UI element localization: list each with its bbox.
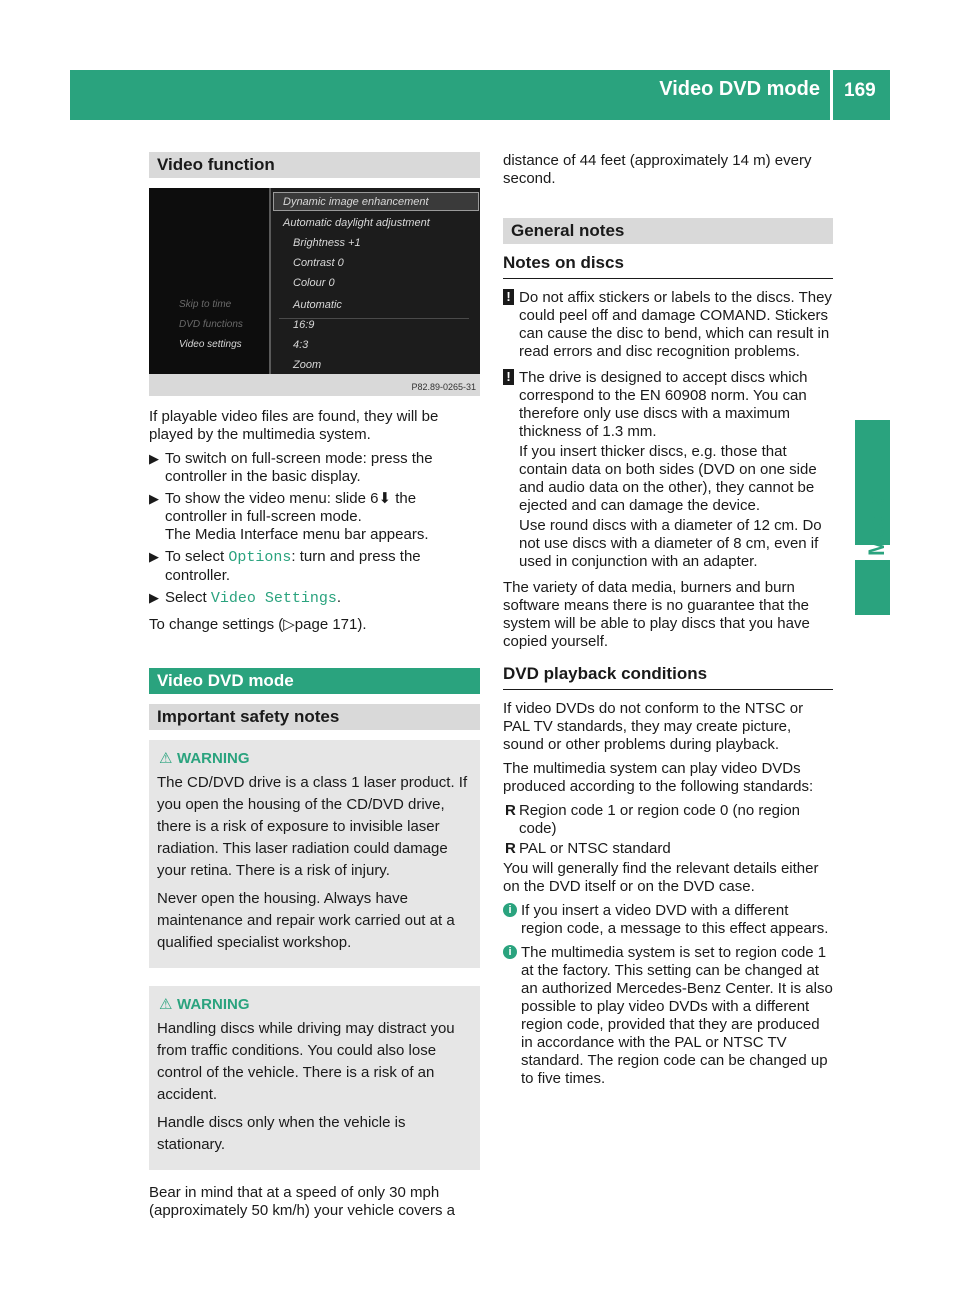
- step-item: [149, 490, 480, 544]
- step-arrow-icon: ▶: [149, 549, 159, 564]
- info-icon: i: [503, 903, 517, 917]
- step-item: [149, 548, 480, 585]
- step-text: The Media Interface menu bar appears.: [165, 526, 429, 543]
- screen-divider: [269, 188, 271, 374]
- page-reference-link[interactable]: page 171: [294, 616, 358, 633]
- chapter-title: Video DVD mode: [659, 78, 820, 100]
- change-settings-prefix: To change settings (: [149, 616, 284, 633]
- side-tab-label: [858, 460, 888, 560]
- caution-note: [503, 369, 833, 571]
- side-tab-text: Media: [864, 493, 889, 556]
- warning-box: [149, 986, 480, 1170]
- info-text: If you insert a video DVD with a different region code, a message to this effect appears.: [521, 902, 829, 937]
- variety-text: The variety of data media, burners and burn software means there is no guarantee that the system will be able to play discs that you have copied yourself.: [503, 579, 810, 650]
- screen-left-item-selected: Video settings: [179, 339, 242, 350]
- intro-text: If playable video files are found, they will be played by the multimedia system.: [149, 408, 439, 443]
- screen-left-item: DVD functions: [179, 319, 243, 330]
- list-item-text: PAL or NTSC standard: [519, 840, 671, 857]
- warning-triangle-icon: ⚠: [159, 996, 173, 1013]
- step-text: To switch on full-screen mode: press the controller in the basic display.: [165, 450, 433, 485]
- warning-label: WARNING: [177, 996, 250, 1013]
- step-item: [149, 589, 480, 608]
- notes-on-discs-heading: Notes on discs: [503, 254, 833, 279]
- warning-title: [157, 748, 472, 770]
- info-note: [503, 902, 833, 938]
- step-text: the controller in full-screen mode.: [165, 490, 417, 525]
- info-note: [503, 944, 833, 1088]
- screen-left-item: Skip to time: [179, 299, 232, 310]
- bullet-icon: R: [505, 840, 516, 857]
- list-item: [503, 802, 833, 838]
- list-item-text: Region code 1 or region code 0 (no region code): [519, 802, 801, 837]
- video-dvd-heading: Video DVD mode: [149, 668, 480, 694]
- left-column: [149, 152, 480, 1226]
- step-item: [149, 450, 480, 486]
- video-function-heading: Video function: [149, 152, 480, 178]
- list-item: [503, 840, 833, 858]
- screen-menu-item: Automatic daylight adjustment: [283, 217, 430, 229]
- speed-text-continued: distance of 44 feet (approximately 14 m) every second.: [503, 152, 812, 187]
- screen-menu-item: Zoom: [293, 359, 322, 371]
- warning-triangle-icon: ⚠: [159, 750, 173, 767]
- step-text: To select: [165, 548, 229, 565]
- page-number: 169: [844, 80, 876, 101]
- caution-icon: !: [503, 289, 514, 305]
- screen-menu-item: 4:3: [293, 339, 309, 351]
- caution-note: [503, 289, 833, 361]
- screen-image: [149, 188, 480, 396]
- change-settings-text: [149, 616, 480, 634]
- note-text: Do not affix stickers or labels to the discs. They could peel off and damage COMAND. Stickers can cause the disc to bend, which can result in read errors and disc recognition problems.: [519, 289, 832, 360]
- step-text: .: [336, 589, 342, 606]
- page-ref-icon: ▷: [283, 616, 295, 633]
- note-text: Use round discs with a diameter of 12 cm. Do not use discs with a diameter of 8 cm, even if used in conjunction with an adapter.: [519, 517, 822, 570]
- screen-menu-item: Colour 0: [293, 277, 335, 289]
- arrow-down-icon: ⬇: [378, 490, 392, 507]
- menu-code-options: Options: [228, 549, 292, 566]
- warning-title: [157, 994, 472, 1016]
- general-notes-heading: General notes: [503, 218, 833, 244]
- caution-icon: !: [503, 369, 514, 385]
- screen-menu-item: Dynamic image enhancement: [283, 196, 429, 208]
- step-text: To show the video menu: slide: [165, 490, 371, 507]
- warning-text: Never open the housing. Always have maintenance and repair work carried out at a qualified specialist workshop.: [157, 890, 455, 951]
- screen-menu-item: 16:9: [293, 319, 315, 331]
- step-text: Select: [165, 589, 211, 606]
- right-column: [503, 152, 833, 1094]
- screen-menu-item: Contrast 0: [293, 257, 344, 269]
- change-settings-suffix: ).: [357, 616, 367, 633]
- playback-conditions-heading: DVD playback conditions: [503, 665, 833, 690]
- note-text: The drive is designed to accept discs which correspond to the EN 60908 norm. You can therefore only use discs with a maximum thickness of 1.3 mm.: [519, 369, 808, 440]
- playback-text: If video DVDs do not conform to the NTSC or PAL TV standards, they may create picture, sound or other problems during playback.: [503, 700, 804, 753]
- warning-text: The CD/DVD drive is a class 1 laser product. If you open the housing of the CD/DVD drive, there is a risk of exposure to invisible laser radiation. This laser radiation could damage your retina. There is a risk of injury.: [157, 774, 468, 879]
- safety-heading: Important safety notes: [149, 704, 480, 730]
- warning-box: [149, 740, 480, 968]
- playback-text: The multimedia system can play video DVDs produced according to the following standards:: [503, 760, 814, 795]
- step-arrow-icon: ▶: [149, 451, 159, 466]
- generally-text: You will generally find the relevant details either on the DVD itself or on the DVD case.: [503, 860, 819, 895]
- step-arrow-icon: ▶: [149, 491, 159, 506]
- menu-code-video-settings: Video Settings: [210, 590, 337, 607]
- image-code: P82.89-0265-31: [411, 382, 476, 392]
- warning-text: Handle discs only when the vehicle is stationary.: [157, 1114, 406, 1153]
- note-text: If you insert thicker discs, e.g. those that contain data on both sides (DVD on one side and audio data on the other), they cannot be ejected and can damage the device.: [519, 443, 817, 514]
- side-tab-marker: [855, 560, 890, 615]
- screen-menu-item: Brightness +1: [293, 237, 361, 249]
- header-separator: [830, 70, 833, 120]
- speed-text: Bear in mind that at a speed of only 30 mph (approximately 50 km/h) your vehicle covers a: [149, 1184, 455, 1219]
- page-header-bar: [70, 70, 890, 120]
- screen-menu-item: Automatic: [293, 299, 342, 311]
- info-icon: i: [503, 945, 517, 959]
- controller-slide-icon: 6: [370, 490, 379, 507]
- warning-text: Handling discs while driving may distract you from traffic conditions. You could also lose control of the vehicle. There is a risk of an accident.: [157, 1020, 455, 1103]
- screen-caption-bar: [149, 374, 480, 396]
- bullet-icon: R: [505, 802, 516, 819]
- step-arrow-icon: ▶: [149, 590, 159, 605]
- warning-label: WARNING: [177, 750, 250, 767]
- info-text: The multimedia system is set to region code 1 at the factory. This setting can be changed at an authorized Mercedes-Benz Center. It is also possible to play video DVDs with a different region code, provided that they are produced in accordance with the PAL or NTSC TV standard. The region code can be changed up to five times.: [521, 944, 833, 1087]
- step-text: : turn and press the controller.: [165, 548, 421, 584]
